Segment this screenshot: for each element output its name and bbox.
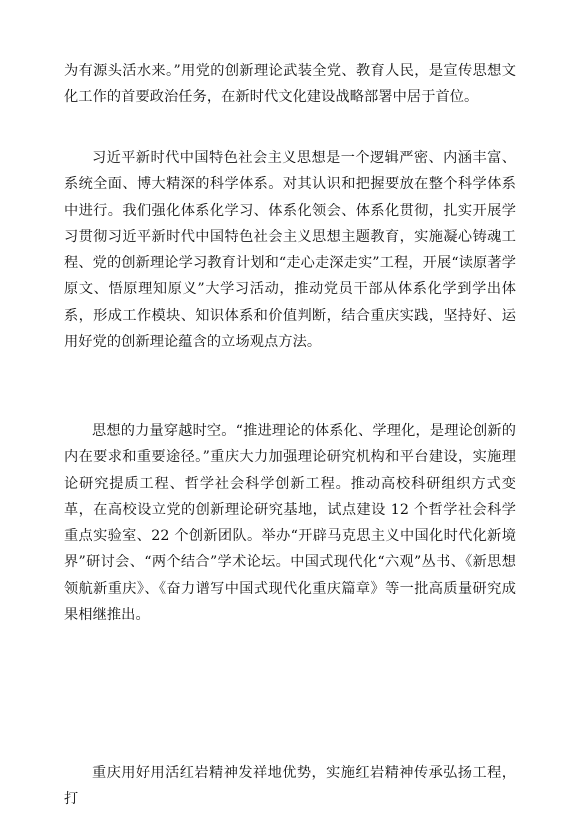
paragraph-1: 为有源头活水来。”用党的创新理论武装全党、教育人民，是宣传思想文化工作的首要政治任务，在新时代文化建设战略部署中居于首位。 xyxy=(64,63,516,106)
paragraph-4: 重庆用好用活红岩精神发祥地优势，实施红岩精神传承弘扬工程，打 xyxy=(64,765,516,808)
paragraph-2: 习近平新时代中国特色社会主义思想是一个逻辑严密、内涵丰富、系统全面、博大精深的科学体系。对其认识和把握要放在整个科学体系中进行。我们强化体系化学习、体系化领会、体系化贯彻，扎实开展学习贯彻习近平新时代中国特色社会主义思想主题教育，实施凝心铸魂工程、党的创新理论学习教育计划和“走心走深走实”工程，开展“读原著学原文、悟原理知原义”大学习活动，推动党员干部从体系化学到学出体系，形成工作模块、知识体系和价值判断，结合重庆实践，坚持好、运用好党的创新理论蕴含的立场观点方法。 xyxy=(64,150,516,351)
paragraph-3: 思想的力量穿越时空。“推进理论的体系化、学理化，是理论创新的内在要求和重要途径。”重庆大力加强理论研究机构和平台建设，实施理论研究提质工程、哲学社会科学创新工程。推动高校科研组织方式变革，在高校设立党的创新理论研究基地，试点建设 12 个哲学社会科学重点实验室、22 个创新团队。举办“开辟马克思主义中国化时代化新境界”研讨会、“两个结合”学术论坛。中国式现代化“六观”丛书、《新思想领航新重庆》、《奋力谱写中国式现代化重庆篇章》等一批高质量研究成果相继推出。 xyxy=(64,423,516,624)
